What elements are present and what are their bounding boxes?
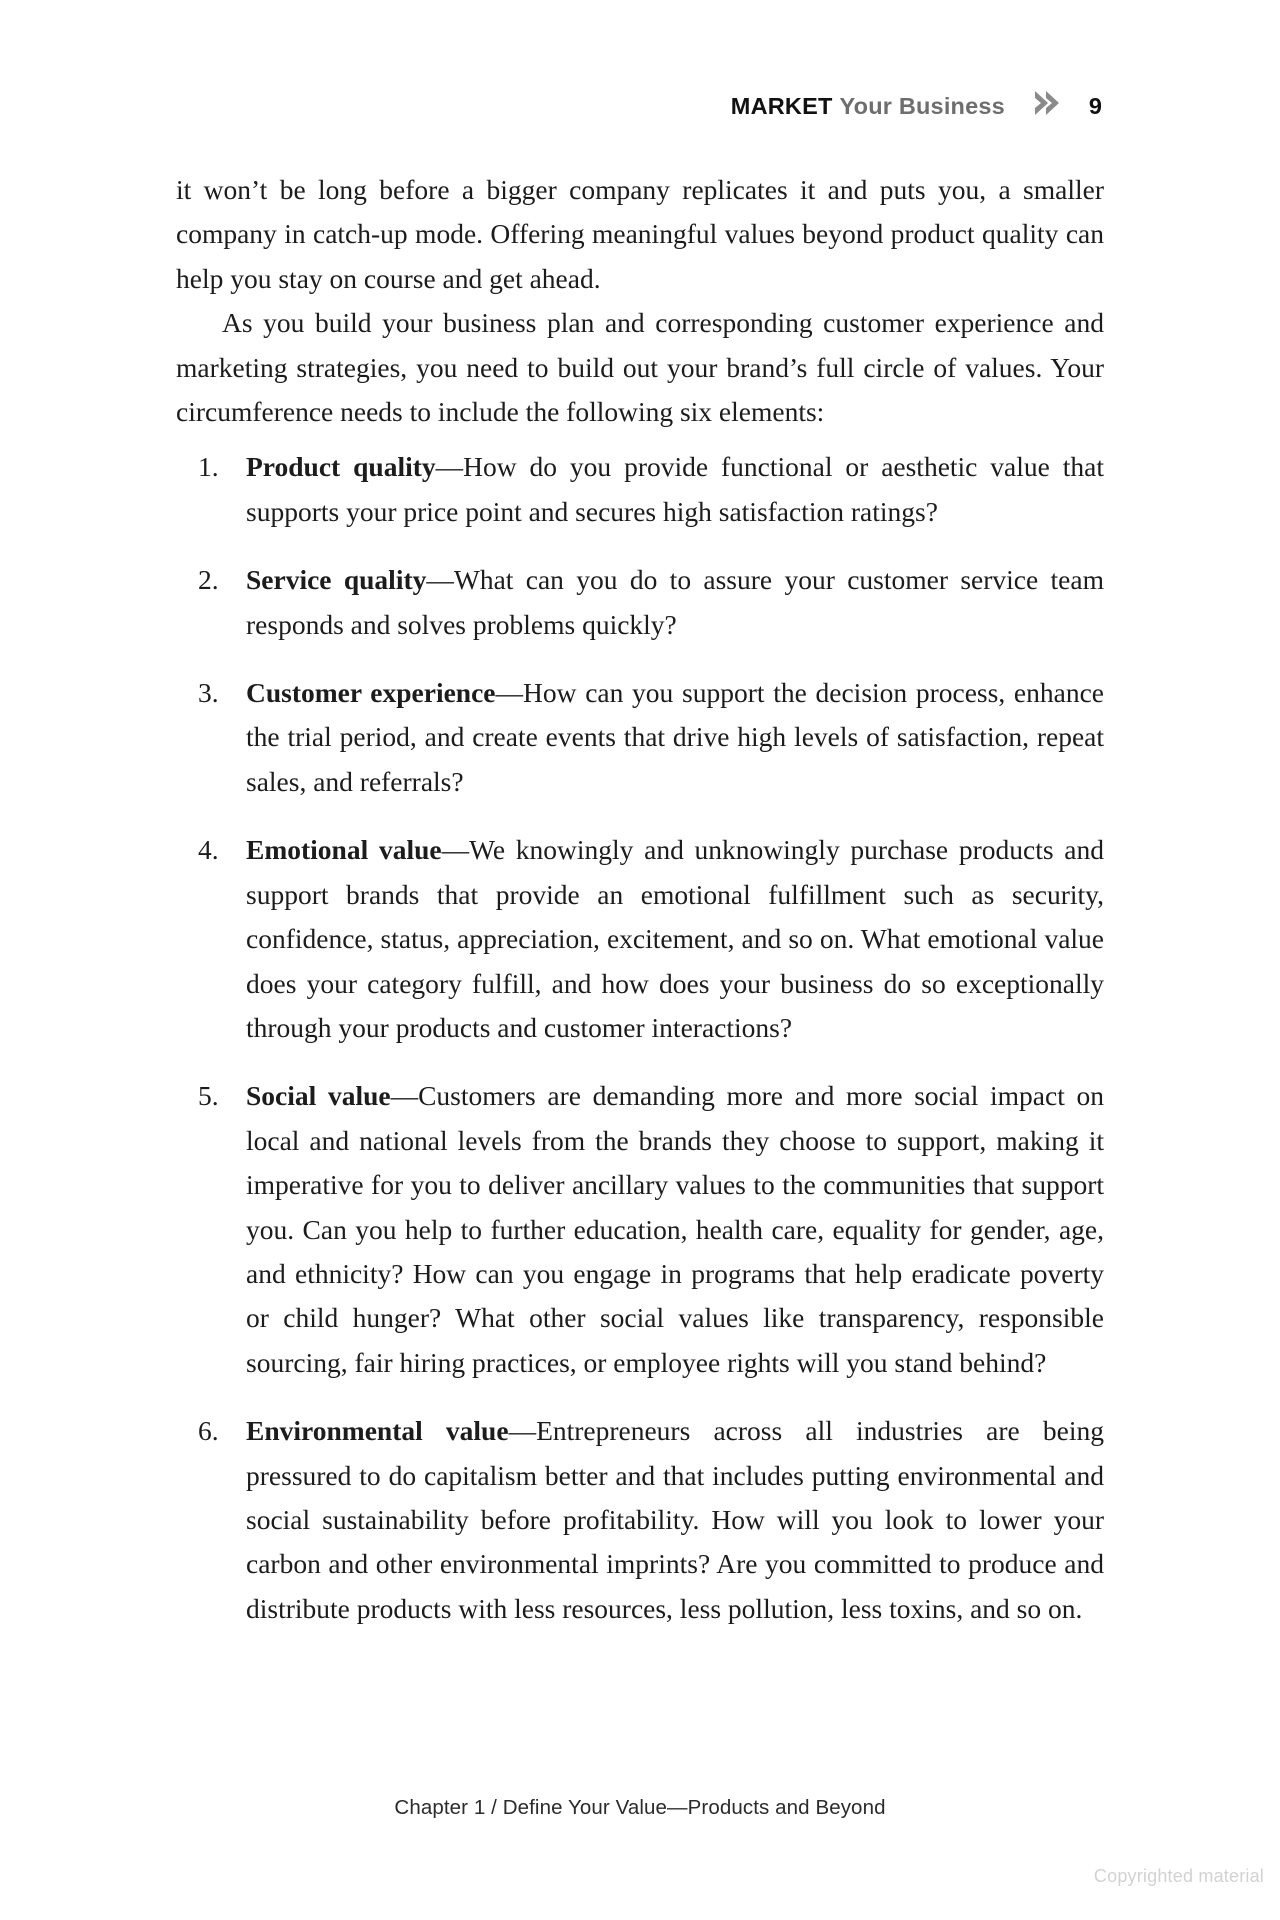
running-head-title-rest: Your Business xyxy=(839,93,1005,119)
list-item xyxy=(176,1409,1104,1631)
brand-values-list xyxy=(176,445,1104,1631)
list-item-term: Product quality xyxy=(246,451,436,483)
list-item xyxy=(176,558,1104,647)
list-item-term: Environmental value xyxy=(246,1415,509,1447)
double-chevron-right-icon xyxy=(1031,90,1065,116)
copyright-watermark: Copyrighted material xyxy=(1093,1866,1264,1886)
list-item xyxy=(176,1074,1104,1385)
list-item-term: Customer experience xyxy=(246,677,496,709)
list-item xyxy=(176,828,1104,1050)
list-item-marker: 5. xyxy=(198,1080,219,1112)
list-item-marker: 1. xyxy=(198,451,219,483)
list-item-text: —How can you support the decision process, enhance the trial period, and create events that drive high levels of satisfaction, repeat sales, and referrals? xyxy=(246,677,1104,797)
list-item-term: Emotional value xyxy=(246,834,442,866)
list-item-text: —We knowingly and unknowingly purchase products and support brands that provide an emotional fulfillment such as security, confidence, status, appreciation, excitement, and so on. What emotional value does your category fulfill, and how does your business do so exceptionally through your products and customer interactions? xyxy=(246,834,1104,1043)
list-item-marker: 6. xyxy=(198,1415,219,1447)
list-item-text: —What can you do to assure your customer service team responds and solves problems quickly? xyxy=(246,564,1104,640)
list-item-marker: 2. xyxy=(198,564,219,596)
paragraph-intro: As you build your business plan and corresponding customer experience and marketing strategies, you need to build out your brand’s full circle of values. Your circumference needs to include the following six elements: xyxy=(176,307,1104,428)
list-item-marker: 4. xyxy=(198,834,219,866)
page-number: 9 xyxy=(1088,93,1102,119)
running-head xyxy=(0,88,1102,120)
chapter-footer: Chapter 1 / Define Your Value—Products and Beyond xyxy=(394,1796,886,1819)
list-item xyxy=(176,671,1104,804)
paragraph-continuation: it won’t be long before a bigger company replicates it and puts you, a smaller company in catch-up mode. Offering meaningful values beyond product quality can help you stay on course and get ahead. xyxy=(176,174,1104,294)
running-head-title-bold: MARKET xyxy=(730,93,833,119)
list-item-text: —How do you provide functional or aesthetic value that supports your price point and secures high satisfaction ratings? xyxy=(246,451,1104,527)
list-item-marker: 3. xyxy=(198,677,219,709)
list-item-term: Service quality xyxy=(246,564,427,596)
list-item-term: Social value xyxy=(246,1080,391,1112)
list-item-text: —Customers are demanding more and more social impact on local and national levels from the brands they choose to support, making it imperative for you to deliver ancillary values to the communities that support you. Can you help to further education, health care, equality for gender, age, and ethnicity? How can you engage in programs that help eradicate poverty or child hunger? What other social values like transparency, responsible sourcing, fair hiring practices, or employee rights will you stand behind? xyxy=(246,1080,1105,1378)
list-item-text: —Entrepreneurs across all industries are being pressured to do capitalism better and that includes putting environmental and social sustainability before profitability. How will you look to lower your carbon and other environmental imprints? Are you committed to produce and distribute products with less resources, less pollution, less toxins, and so on. xyxy=(246,1415,1104,1624)
page-body xyxy=(176,168,1104,1631)
list-item xyxy=(176,445,1104,534)
